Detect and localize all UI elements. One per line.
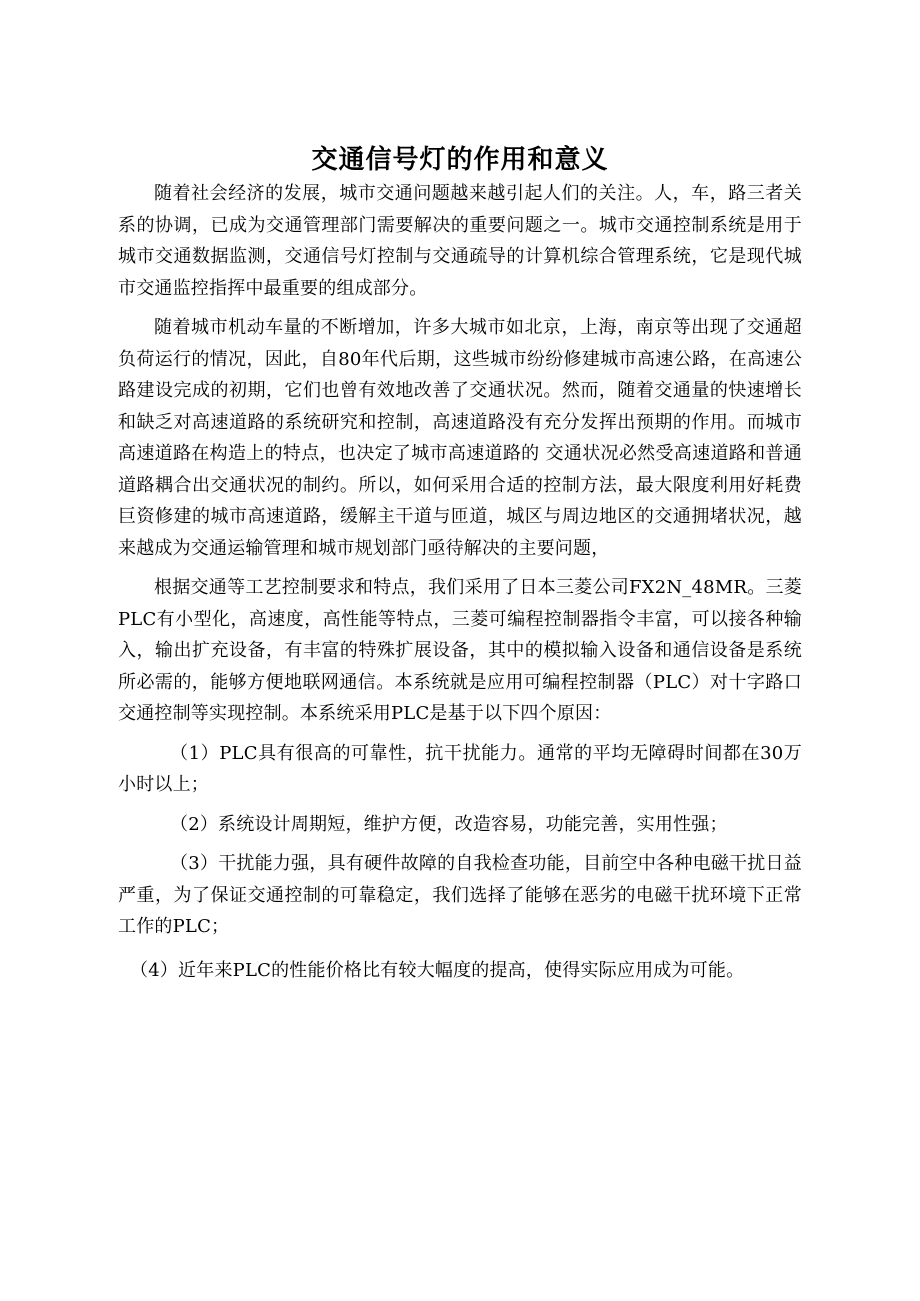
list-item-3: （3）干扰能力强，具有硬件故障的自我检查功能，目前空中各种电磁干扰日益严重，为了保证交通控制的可靠稳定，我们选择了能够在恶劣的电磁干扰环境下正常工作的PLC；	[118, 853, 802, 937]
paragraph-plc: 根据交通等工艺控制要求和特点，我们采用了日本三菱公司FX2N_48MR。三菱PLC有小型化，高速度，高性能等特点，三菱可编程控制器指令丰富，可以接各种输入，输出扩充设备，有丰富的特殊扩展设备，其中的模拟输入设备和通信设备是系统所必需的，能够方便地联网通信。本系统就是应用可编程控制器（PLC）对十字路口交通控制等实现控制。本系统采用PLC是基于以下四个原因：	[118, 577, 802, 724]
document-title: 交通信号灯的作用和意义	[311, 145, 609, 175]
paragraph-highway: 随着城市机动车量的不断增加，许多大城市如北京，上海，南京等出现了交通超负荷运行的情况，因此，自80年代后期，这些城市纷纷修建城市高速公路，在高速公路建设完成的初期，它们也曾有效地改善了交通状况。然而，随着交通量的快速增长和缺乏对高速道路的系统研究和控制，高速道路没有充分发挥出预期的作用。而城市高速道路在构造上的特点，也决定了城市高速道路的 交通状况必然受高速道路和普通道路耦合出交通状况的制约。所以，如何采用合适的控制方法，最大限度利用好耗费巨资修建的城市高速道路，缓解主干道与匝道，城区与周边地区的交通拥堵状况，越来越成为交通运输管理和城市规划部门亟待解决的主要问题，	[118, 317, 802, 559]
list-item-4: （4）近年来PLC的性能价格比有较大幅度的提高，使得实际应用成为可能。	[130, 959, 745, 981]
list-item-2: （2）系统设计周期短，维护方便，改造容易，功能完善，实用性强；	[170, 813, 728, 835]
paragraph-intro: 随着社会经济的发展，城市交通问题越来越引起人们的关注。人，车，路三者关系的协调，已成为交通管理部门需要解决的重要问题之一。城市交通控制系统是用于城市交通数据监测，交通信号灯控制与交通疏导的计算机综合管理系统，它是现代城市交通监控指挥中最重要的组成部分。	[118, 183, 802, 299]
document-body	[118, 178, 802, 994]
list-item-1: （1）PLC具有很高的可靠性，抗干扰能力。通常的平均无障碍时间都在30万小时以上；	[118, 742, 802, 795]
